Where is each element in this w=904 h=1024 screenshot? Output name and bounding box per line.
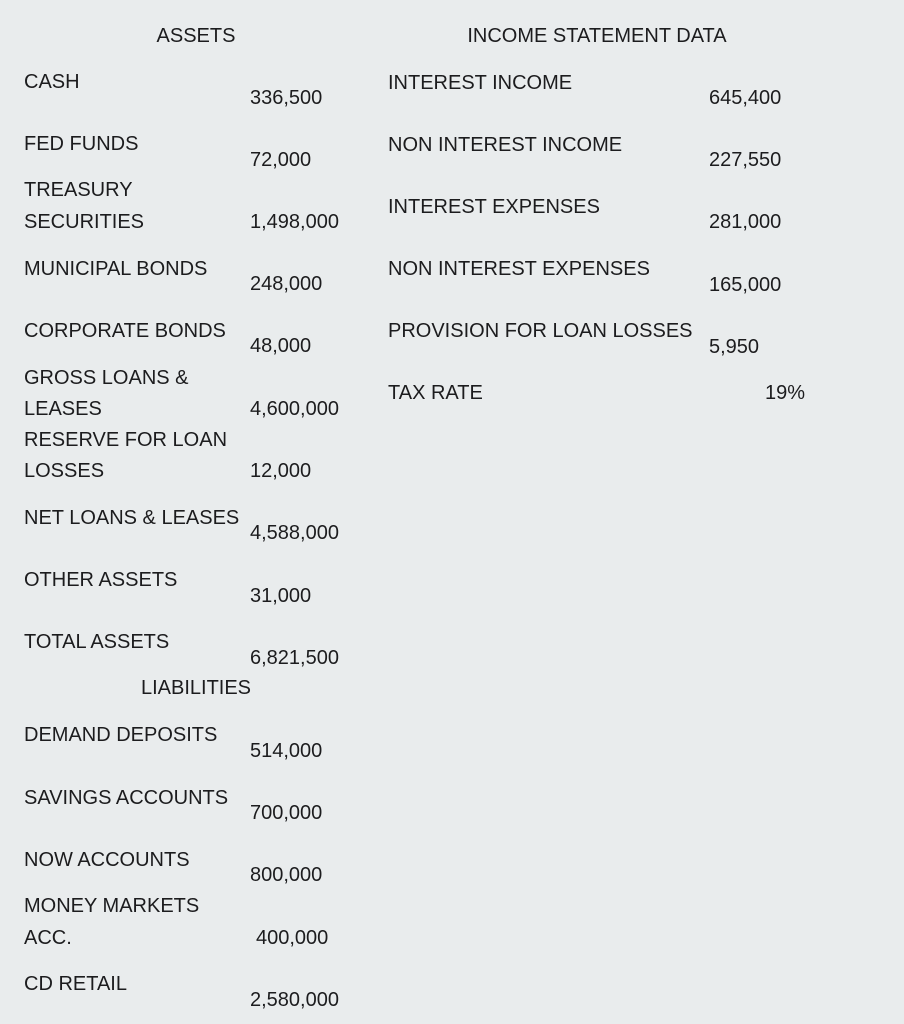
savings-accounts-label: SAVINGS ACCOUNTS bbox=[24, 787, 229, 809]
corporate-bonds-label: CORPORATE BONDS bbox=[24, 320, 226, 342]
gross-loans-label-line1: GROSS LOANS & bbox=[24, 367, 189, 389]
income-statement-heading: INCOME STATEMENT DATA bbox=[467, 25, 727, 47]
non-interest-expenses-value: 165,000 bbox=[709, 274, 782, 296]
gross-loans-label-line2: LEASES bbox=[24, 398, 102, 420]
cd-retail-value: 2,580,000 bbox=[250, 989, 339, 1011]
now-accounts-value: 800,000 bbox=[250, 864, 323, 886]
now-accounts-label: NOW ACCOUNTS bbox=[24, 849, 190, 871]
fed-funds-value: 72,000 bbox=[250, 149, 312, 171]
cd-retail-label: CD RETAIL bbox=[24, 973, 127, 995]
provision-for-loan-losses-value: 5,950 bbox=[709, 336, 760, 358]
assets-heading: ASSETS bbox=[156, 25, 236, 47]
other-assets-value: 31,000 bbox=[250, 585, 312, 607]
treasury-securities-label-line2: SECURITIES bbox=[24, 211, 145, 233]
cash-value: 336,500 bbox=[250, 87, 323, 109]
interest-income-label: INTEREST INCOME bbox=[388, 72, 573, 94]
municipal-bonds-label: MUNICIPAL BONDS bbox=[24, 258, 208, 280]
other-assets-label: OTHER ASSETS bbox=[24, 569, 178, 591]
reserve-for-loan-losses-label-line2: LOSSES bbox=[24, 460, 105, 482]
demand-deposits-value: 514,000 bbox=[250, 740, 323, 762]
savings-accounts-value: 700,000 bbox=[250, 802, 323, 824]
liabilities-heading: LIABILITIES bbox=[140, 677, 252, 699]
net-loans-value: 4,588,000 bbox=[250, 522, 339, 544]
money-markets-label-line1: MONEY MARKETS bbox=[24, 895, 200, 917]
non-interest-income-value: 227,550 bbox=[709, 149, 782, 171]
money-markets-label-line2: ACC. bbox=[24, 927, 72, 949]
reserve-for-loan-losses-label-line1: RESERVE FOR LOAN bbox=[24, 429, 228, 451]
treasury-securities-label-line1: TREASURY bbox=[24, 179, 133, 201]
total-assets-value: 6,821,500 bbox=[250, 647, 339, 669]
fed-funds-label: FED FUNDS bbox=[24, 133, 139, 155]
interest-expenses-label: INTEREST EXPENSES bbox=[388, 196, 600, 218]
net-loans-label: NET LOANS & LEASES bbox=[24, 507, 240, 529]
reserve-for-loan-losses-value: 12,000 bbox=[250, 460, 312, 482]
tax-rate-value: 19% bbox=[765, 382, 806, 404]
corporate-bonds-value: 48,000 bbox=[250, 335, 312, 357]
non-interest-expenses-label: NON INTEREST EXPENSES bbox=[388, 258, 650, 280]
provision-for-loan-losses-label: PROVISION FOR LOAN LOSSES bbox=[388, 320, 693, 342]
municipal-bonds-value: 248,000 bbox=[250, 273, 323, 295]
money-markets-value: 400,000 bbox=[256, 927, 329, 949]
total-assets-label: TOTAL ASSETS bbox=[24, 631, 170, 653]
interest-income-value: 645,400 bbox=[709, 87, 782, 109]
tax-rate-label: TAX RATE bbox=[388, 382, 483, 404]
demand-deposits-label: DEMAND DEPOSITS bbox=[24, 724, 218, 746]
gross-loans-value: 4,600,000 bbox=[250, 398, 339, 420]
treasury-securities-value: 1,498,000 bbox=[250, 211, 339, 233]
non-interest-income-label: NON INTEREST INCOME bbox=[388, 134, 623, 156]
interest-expenses-value: 281,000 bbox=[709, 211, 782, 233]
cash-label: CASH bbox=[24, 71, 80, 93]
